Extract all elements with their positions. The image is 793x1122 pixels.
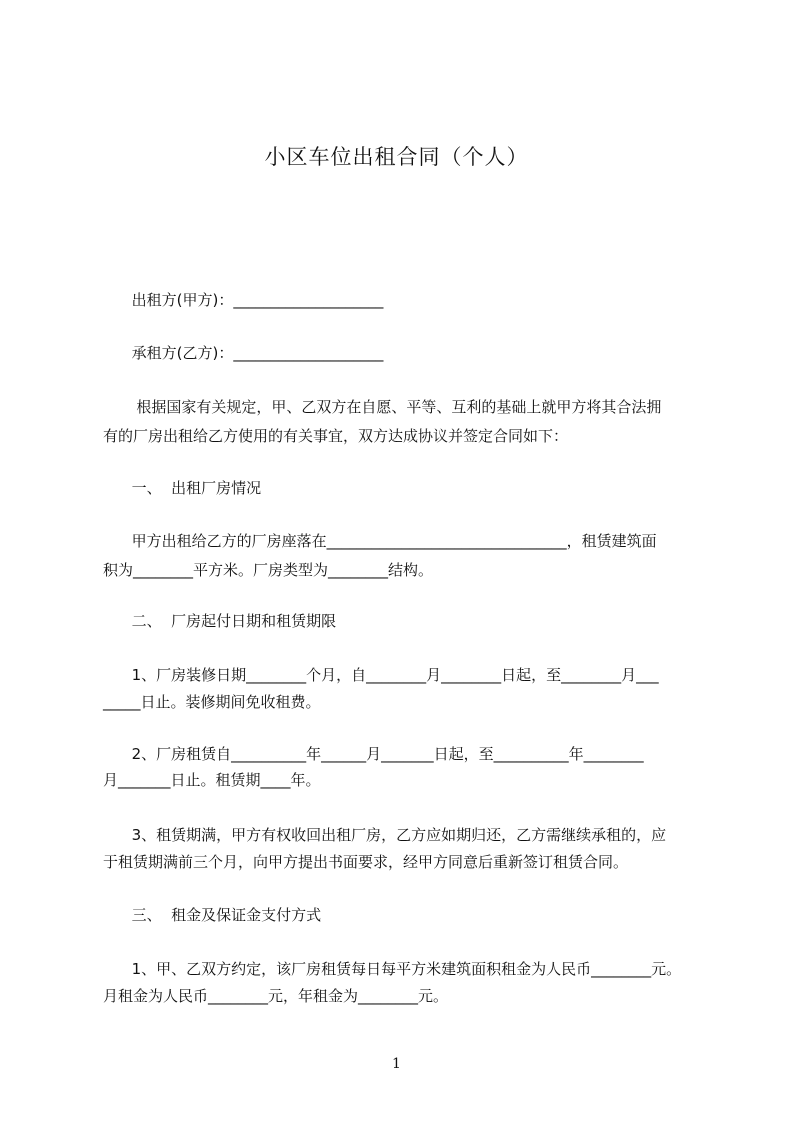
section-1-line-2: 积为________平方米。厂房类型为________结构。 xyxy=(103,561,434,579)
lessor-line: 出租方(甲方)：____________________ xyxy=(103,291,384,309)
section-3-heading: 三、 租金及保证金支付方式 xyxy=(103,906,322,924)
section-1-line-1: 甲方出租给乙方的厂房座落在________________________________，租赁建筑面 xyxy=(103,532,657,550)
lessee-line: 承租方(乙方)：____________________ xyxy=(103,344,384,362)
preamble-line-1: 根据国家有关规定，甲、乙双方在自愿、平等、互利的基础上就甲方将其合法拥 xyxy=(103,398,662,416)
clause-2-2-line-1: 2、厂房租赁自__________年______月_______日起，至__________年________ xyxy=(103,745,644,763)
section-1-heading: 一、 出租厂房情况 xyxy=(103,479,262,497)
clause-2-1-line-2: _____日止。装修期间免收租费。 xyxy=(103,693,321,711)
document-title: 小区车位出租合同（个人） xyxy=(264,145,529,169)
section-2-heading: 二、 厂房起付日期和租赁期限 xyxy=(103,612,337,630)
clause-3-1-line-2: 月租金为人民币________元，年租金为________元。 xyxy=(103,987,449,1005)
clause-2-2-line-2: 月_______日止。租赁期____年。 xyxy=(103,771,321,789)
clause-3-1-line-1: 1、甲、乙双方约定，该厂房租赁每日每平方米建筑面积租金为人民币________元。 xyxy=(103,960,682,978)
clause-2-1-line-1: 1、厂房装修日期________个月，自________月________日起，至________月___ xyxy=(103,666,659,684)
clause-2-3-line-1: 3、租赁期满，甲方有权收回出租厂房，乙方应如期归还，乙方需继续承租的，应 xyxy=(103,826,667,844)
preamble-line-2: 有的厂房出租给乙方使用的有关事宜，双方达成协议并签定合同如下： xyxy=(103,427,569,445)
clause-2-3-line-2: 于租赁期满前三个月，向甲方提出书面要求，经甲方同意后重新签订租赁合同。 xyxy=(103,853,629,871)
page-number: 1 xyxy=(392,1056,401,1072)
